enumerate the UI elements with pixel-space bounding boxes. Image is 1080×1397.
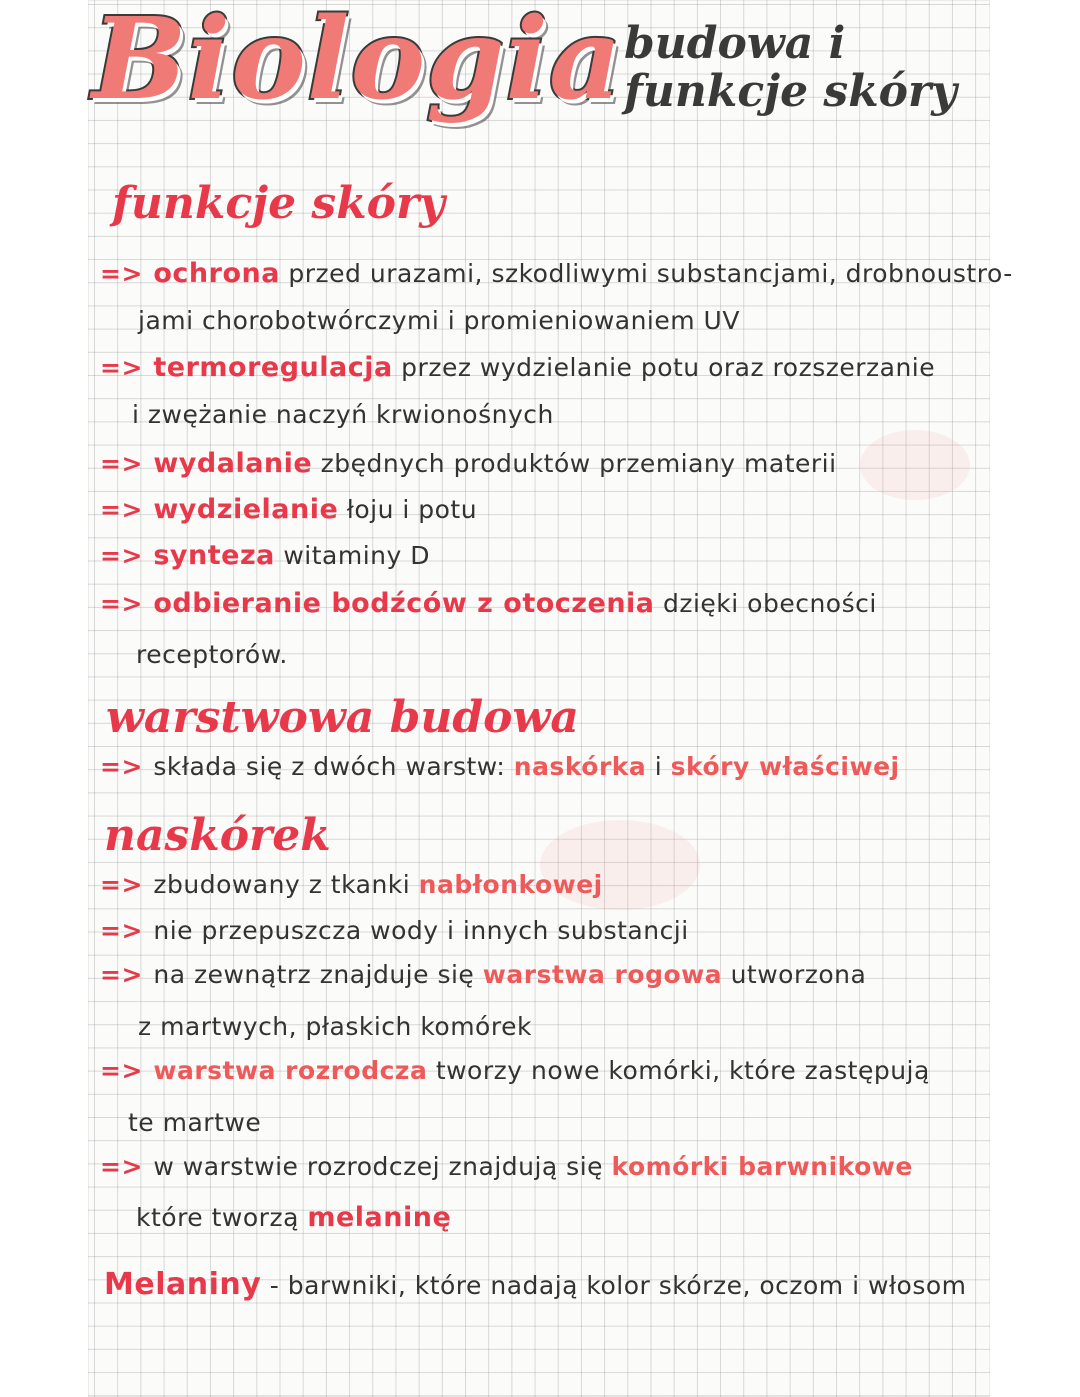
keyword: ochrona [153,258,280,289]
item-text: na zewnątrz znajduje się [153,960,475,989]
item-text: zbędnych produktów przemiany materii [320,449,837,478]
arrow-icon: => [100,752,143,781]
item-text: utworzona [730,960,867,989]
item-text: w warstwie rozrodczej znajdują się [153,1152,604,1181]
arrow-icon: => [100,449,143,478]
list-item [100,872,603,897]
list-item [100,918,689,943]
arrow-icon: => [100,960,143,989]
page-subtitle-line1: budowa i [624,18,846,69]
keyword: komórki barwnikowe [611,1152,913,1181]
keyword: skóry właściwej [670,752,900,781]
arrow-icon: => [100,1152,143,1181]
list-item [100,450,837,477]
arrow-icon: => [100,916,143,945]
item-text: witaminy D [283,541,431,570]
keyword: odbieranie bodźców z otoczenia [153,588,655,619]
paper-smudge [860,430,970,500]
arrow-icon: => [100,541,143,570]
list-item [100,590,877,617]
list-item [100,542,430,569]
item-continuation [136,1204,451,1231]
item-text: które tworzą [136,1203,299,1232]
section-heading-functions: funkcje skóry [112,178,445,229]
definition-term: Melaniny [104,1267,262,1302]
item-text: przed urazami, szkodliwymi substancjami, drobnoustro- [288,259,1013,288]
item-text: dzięki obecności [662,589,877,618]
list-item [100,754,900,779]
item-text: składa się z dwóch warstw: [153,752,506,781]
section-heading-epidermis: naskórek [104,810,331,861]
keyword: termoregulacja [153,352,393,383]
keyword: melaninę [307,1202,452,1233]
page-subtitle-line2: funkcje skóry [624,66,957,117]
list-item [100,1154,913,1179]
item-continuation: z martwych, płaskich komórek [138,1012,532,1041]
item-continuation: receptorów. [136,640,288,669]
item-text: i [654,752,663,781]
definition-text: - barwniki, które nadają kolor skórze, oczom i włosom [269,1271,967,1300]
list-item [100,260,1013,287]
list-item [100,496,477,523]
item-text: tworzy nowe komórki, które zastępują [435,1056,930,1085]
keyword: naskórka [513,752,647,781]
keyword: wydzielanie [153,494,339,525]
item-text: przez wydzielanie potu oraz rozszerzanie [401,353,936,382]
list-item [100,354,935,381]
definition [104,1267,967,1302]
keyword: warstwa rogowa [482,960,723,989]
section-heading-layered-structure: warstwowa budowa [106,692,579,743]
arrow-icon: => [100,495,143,524]
list-item [100,1058,930,1083]
item-continuation: te martwe [128,1108,262,1137]
arrow-icon: => [100,589,143,618]
keyword: synteza [153,540,275,571]
item-text: zbudowany z tkanki [153,870,411,899]
list-item [100,962,866,987]
keyword: wydalanie [153,448,313,479]
page-title: Biologia [92,0,623,125]
item-text: łoju i potu [346,495,478,524]
arrow-icon: => [100,259,143,288]
item-continuation: jami chorobotwórczymi i promieniowaniem UV [138,306,740,335]
arrow-icon: => [100,353,143,382]
item-text: nie przepuszcza wody i innych substancji [153,916,689,945]
item-continuation: i zwężanie naczyń krwionośnych [132,400,554,429]
keyword: warstwa rozrodcza [153,1056,428,1085]
keyword: nabłonkowej [418,870,603,899]
arrow-icon: => [100,1056,143,1085]
arrow-icon: => [100,870,143,899]
